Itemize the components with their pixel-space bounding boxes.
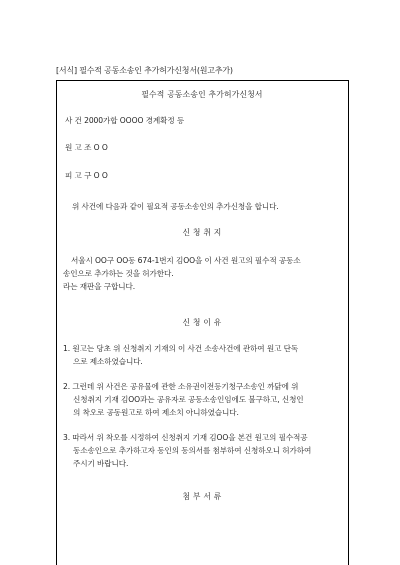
intro-text: 위 사건에 다음과 같이 필요적 공동소송인의 추가신청을 합니다. <box>72 202 279 211</box>
defendant-line: 피 고 구 O O <box>65 171 108 180</box>
attachments-heading: 첨 부 서 류 <box>182 492 222 501</box>
purpose-heading: 신 청 취 지 <box>182 228 222 237</box>
reason-line: 2. 그런데 위 사건은 공유물에 관한 소유권이전등기청구소송인 까닭에 위 <box>63 382 299 391</box>
case-line: 사 건 2000가합 OOOO 경계확정 등 <box>65 116 185 125</box>
reason-line: 1. 원고는 당초 위 신청취지 기재의 이 사건 소송사건에 관하여 원고 단독 <box>63 344 299 353</box>
reason-line: 의 착오로 공동원고로 하여 제소치 아니하였습니다. <box>73 408 239 417</box>
reasons-heading: 신 청 이 유 <box>182 318 222 327</box>
purpose-line: 라는 재판을 구합니다. <box>63 282 136 291</box>
purpose-line: 서울시 OO구 OO동 674-1번지 김OO을 이 사건 원고의 필수적 공동소 <box>71 256 301 265</box>
form-caption: [서식] 필수적 공동소송인 추가허가신청서(원고추가) <box>56 66 233 75</box>
reason-line: 으로 제소하였습니다. <box>73 357 143 366</box>
purpose-line: 송인으로 추가하는 것을 허가한다. <box>63 269 174 278</box>
application-form <box>56 80 349 565</box>
reason-line: 3. 따라서 위 착오를 시정하여 신청취지 기재 김OO을 본건 원고의 필수적공 <box>63 433 308 442</box>
document-title: 필수적 공동소송인 추가허가신청서 <box>141 90 263 99</box>
reason-line: 신청취지 기재 김OO과는 공유자로 공동소송인임에도 불구하고, 신청인 <box>73 395 304 404</box>
plaintiff-line: 원 고 조 O O <box>65 143 108 152</box>
reason-line: 주시기 바랍니다. <box>73 459 129 468</box>
reason-line: 동소송인으로 추가하고자 동인의 동의서를 첨부하여 신청하오니 허가하여 <box>73 446 312 455</box>
